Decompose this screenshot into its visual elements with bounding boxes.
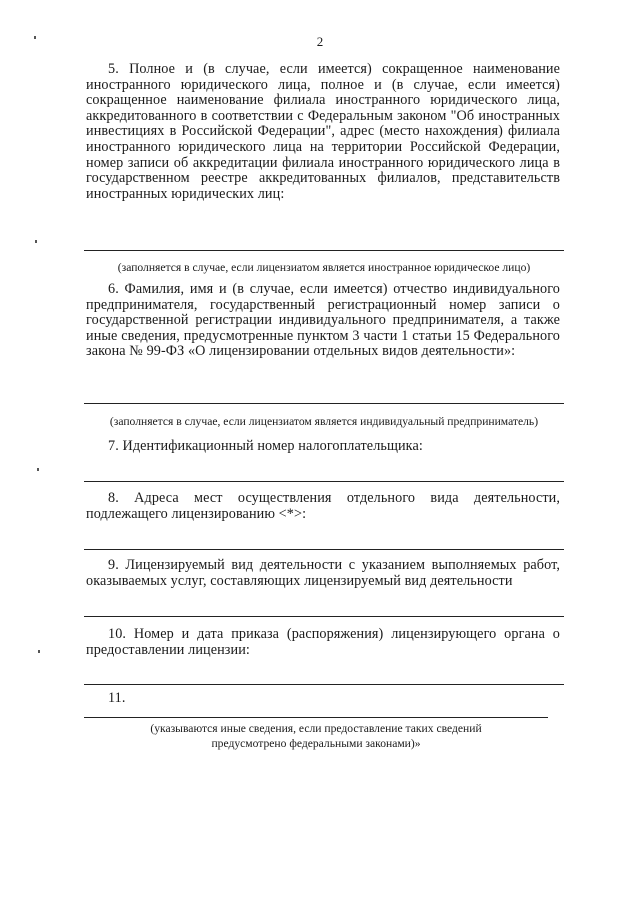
section-11-caption [84, 721, 548, 751]
section-5-fill-line [84, 250, 564, 251]
section-11-caption-line-2: предусмотрено федеральными законами)» [211, 737, 421, 750]
section-5-caption: (заполняется в случае, если лицензиатом является иностранное юридическое лицо) [117, 261, 531, 274]
section-5-text: 5. Полное и (в случае, если имеется) сокращенное наименование иностранного юридического лица, полное и (в случае, если имеется) сокращенное наименование филиала иностранного юридического лица, аккредитованного в соответствии с Федеральным законом "Об иностранных инвестициях в Российской Федерации", адрес (место нахождения) филиала иностранного юридического лица на территории Российской Федерации, номер записи об аккредитации филиала иностранного юридического лица в государственном реестре аккредитованных филиалов, представительств иностранных юридических лиц: [86, 61, 560, 202]
section-11-caption-line-1: (указываются иные сведения, если предоставление таких сведений [150, 722, 482, 735]
section-10-text: 10. Номер и дата приказа (распоряжения) лицензирующего органа о предоставлении лицензии: [86, 626, 560, 658]
page-number: 2 [316, 34, 324, 49]
section-6-caption: (заполняется в случае, если лицензиатом является индивидуальный предприниматель) [109, 415, 539, 428]
section-7-fill-line [84, 481, 564, 482]
section-9-fill-line [84, 616, 564, 617]
section-10-fill-line [84, 684, 564, 685]
section-11-fill-line [84, 717, 548, 718]
scan-speck [38, 650, 40, 653]
scan-speck [34, 36, 36, 39]
scan-speck [35, 240, 37, 243]
section-7-text: 7. Идентификационный номер налогоплательщика: [108, 438, 423, 454]
section-11-text: 11. [108, 690, 126, 706]
section-6-fill-line [84, 403, 564, 404]
section-9-text: 9. Лицензируемый вид деятельности с указанием выполняемых работ, оказываемых услуг, составляющих лицензируемый вид деятельности [86, 557, 560, 589]
section-8-fill-line [84, 549, 564, 550]
section-6-text: 6. Фамилия, имя и (в случае, если имеется) отчество индивидуального предпринимателя, государственный регистрационный номер записи о государственной регистрации индивидуального предпринимателя, а также иные сведения, предусмотренные пунктом 3 части 1 статьи 15 Федерального закона № 99-ФЗ «О лицензировании отдельных видов деятельности»: [86, 281, 560, 360]
scan-speck [37, 468, 39, 471]
section-8-text: 8. Адреса мест осуществления отдельного вида деятельности, подлежащего лицензированию <*>: [86, 490, 560, 522]
